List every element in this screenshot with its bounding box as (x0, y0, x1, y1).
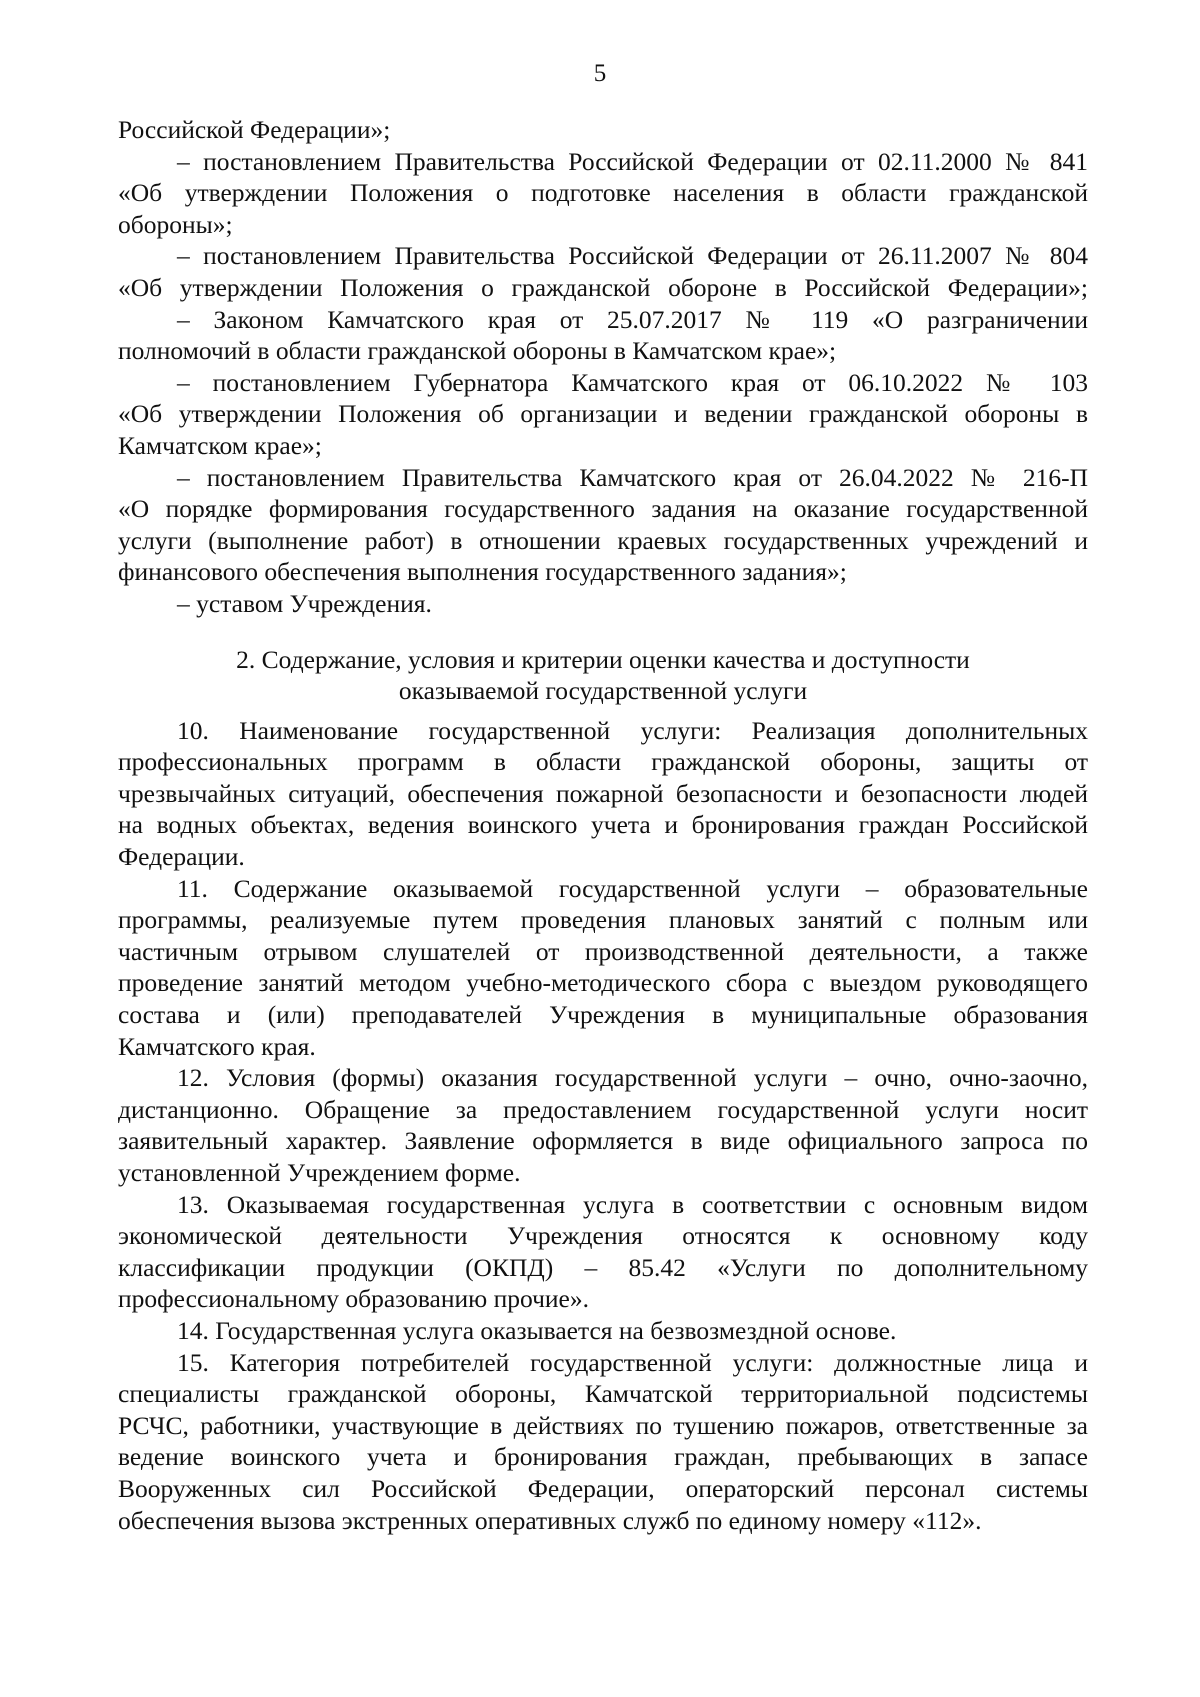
text-line: обеспечения вызова экстренных оперативных служб по единому номеру «112». (118, 1505, 982, 1535)
text-line: – постановлением Правительства Российской Федерации от 02.11.2000 № 841 (177, 146, 1088, 176)
text-line: 13. Оказываемая государственная услуга в соответствии с основным видом (177, 1189, 1088, 1219)
text-line: «Об утверждении Положения о подготовке населения в области гражданской (118, 178, 1088, 208)
text-line: частичным отрывом слушателей от производственной деятельности, а также (118, 936, 1088, 966)
text-line: – постановлением Правительства Камчатского края от 26.04.2022 № 216-П (177, 462, 1088, 492)
text-line: состава и (или) преподавателей Учреждения в муниципальные образования (118, 1000, 1088, 1030)
text-line: чрезвычайных ситуаций, обеспечения пожарной безопасности и безопасности людей (118, 778, 1088, 808)
text-line: профессиональному образованию прочие». (118, 1284, 589, 1314)
text-line: полномочий в области гражданской обороны в Камчатском крае»; (118, 336, 837, 366)
text-line: Камчатском крае»; (118, 430, 322, 460)
text-line: финансового обеспечения выполнения государственного задания»; (118, 557, 847, 587)
text-line: программы, реализуемые путем проведения плановых занятий с полным или (118, 905, 1088, 935)
text-line: 10. Наименование государственной услуги: Реализация дополнительных (177, 715, 1088, 745)
text-line: Вооруженных сил Российской Федерации, операторский персонал системы (118, 1473, 1088, 1503)
text-line: «Об утверждении Положения о гражданской обороне в Российской Федерации»; (118, 272, 1088, 302)
text-line: обороны»; (118, 209, 233, 239)
section-heading-line: оказываемой государственной услуги (398, 676, 808, 706)
text-line: «О порядке формирования государственного задания на оказание государственной (118, 494, 1088, 524)
page-number: 5 (593, 60, 607, 87)
text-line: 11. Содержание оказываемой государственной услуги – образовательные (177, 873, 1088, 903)
text-line: Российской Федерации»; (118, 115, 391, 144)
text-line: услуги (выполнение работ) в отношении краевых государственных учреждений и (118, 525, 1088, 555)
text-line: проведение занятий методом учебно-методического сбора с выездом руководящего (118, 968, 1088, 998)
text-line: дистанционно. Обращение за предоставлением государственной услуги носит (118, 1094, 1088, 1124)
text-line: ведение воинского учета и бронирования граждан, пребывающих в запасе (118, 1442, 1088, 1472)
section-heading-line: 2. Содержание, условия и критерии оценки качества и доступности (236, 644, 970, 674)
text-line: Федерации. (118, 842, 245, 872)
text-line: заявительный характер. Заявление оформляется в виде официального запроса по (118, 1126, 1088, 1156)
text-line: специалисты гражданской обороны, Камчатской территориальной подсистемы (118, 1379, 1088, 1409)
section-heading (118, 644, 1088, 707)
text-line: – постановлением Правительства Российской Федерации от 26.11.2007 № 804 (177, 241, 1088, 271)
text-line: на водных объектах, ведения воинского учета и бронирования граждан Российской (118, 810, 1088, 840)
document-body (118, 114, 1088, 1536)
text-line: классификации продукции (ОКПД) – 85.42 «Услуги по дополнительному (118, 1252, 1088, 1282)
text-line: 14. Государственная услуга оказывается на безвозмездной основе. (177, 1315, 897, 1345)
text-line: 12. Условия (формы) оказания государственной услуги – очно, очно-заочно, (177, 1063, 1088, 1093)
text-line: – Законом Камчатского края от 25.07.2017 № 119 «О разграничении (177, 304, 1088, 334)
text-line: «Об утверждении Положения об организации и ведении гражданской обороны в (118, 399, 1088, 429)
text-line: Камчатского края. (118, 1031, 316, 1061)
text-line: – постановлением Губернатора Камчатского края от 06.10.2022 № 103 (177, 367, 1088, 397)
text-line: – уставом Учреждения. (177, 588, 432, 618)
text-line: экономической деятельности Учреждения относятся к основному коду (118, 1221, 1088, 1251)
text-line: установленной Учреждением форме. (118, 1158, 521, 1187)
text-line: РСЧС, работники, участвующие в действиях по тушению пожаров, ответственные за (118, 1410, 1088, 1440)
text-line: 15. Категория потребителей государственной услуги: должностные лица и (177, 1347, 1088, 1377)
text-line: профессиональных программ в области гражданской обороны, защиты от (118, 747, 1088, 777)
